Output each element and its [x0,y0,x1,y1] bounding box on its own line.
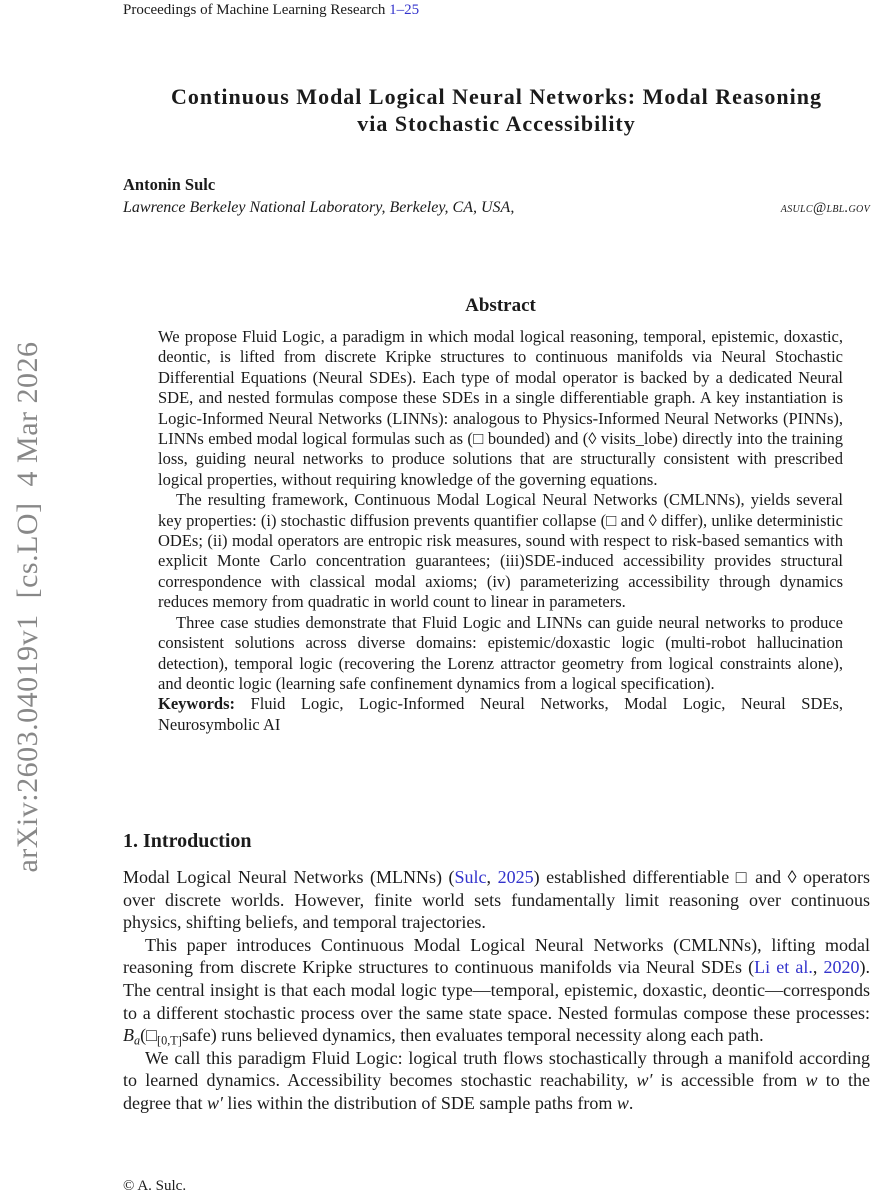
text-run: ) established differentiable □ and ◊ operators over discrete worlds. However, finite world sets fundamentally limit reasoning over continuous physics, shifting beliefs, and temporal trajectories. [123,867,871,933]
math-box-operator: (□ [140,1025,157,1046]
math-symbol-w-prime: w′ [636,1070,653,1091]
section-heading-introduction: 1. Introduction [123,830,252,852]
math-symbol-w-prime: w′ [206,1092,223,1113]
introduction-body [123,866,870,1115]
keywords-text: Fluid Logic, Logic-Informed Neural Networks, Modal Logic, Neural SDEs, Neurosymbolic AI [158,694,843,734]
abstract-paragraph-2: The resulting framework, Continuous Modal Logical Neural Networks (CMLNNs), yields several key properties: (i) stochastic diffusion prevents quantifier collapse (□ and ◊ differ), unlike deterministic ODEs; (ii) modal operators are entropic risk measures, sound with respect to risk-based semantics with explicit Monte Carlo concentration guarantees; (iii)SDE-induced accessibility provides structural correspondence with classical modal axioms; (iv) parameterizing accessibility through dynamics reduces memory from quadratic in world count to linear in parameters. [158,490,843,612]
text-run: safe) runs believed dynamics, then evaluates temporal necessity along each path. [181,1025,764,1046]
intro-paragraph-3 [123,1047,870,1115]
paper-title-line1: Continuous Modal Logical Neural Networks: Modal Reasoning [170,84,823,109]
author-row [123,199,870,217]
author-affiliation: Lawrence Berkeley National Laboratory, Berkeley, CA, USA, [123,199,515,216]
text-run: ). The central insight is that each modal logic type—temporal, epistemic, doxastic, deontic—corresponds to a different stochastic process over the same state space. Nested formulas compose these processes: [123,957,870,1023]
paper-title-line2: via Stochastic Accessibility [357,111,636,136]
intro-paragraph-1 [123,866,870,934]
math-symbol-w: w [616,1092,629,1113]
citation-link-li-et-al[interactable]: Li et al. [754,957,813,978]
abstract-paragraph-1: We propose Fluid Logic, a paradigm in which modal logical reasoning, temporal, epistemic, doxastic, deontic, is lifted from discrete Kripke structures to continuous manifolds via Neural Stochastic Differential Equations (Neural SDEs). Each type of modal operator is backed by a dedicated Neural SDE, and nested formulas compose these SDEs in a single differentiable graph. A key instantiation is Logic-Informed Neural Networks (LINNs): analogous to Physics-Informed Neural Networks (PINNs), LINNs embed modal logical formulas such as (□ bounded) and (◊ visits_lobe) directly into the training loss, guiding neural networks to produce solutions that are structurally consistent with prescribed logical properties, without requiring knowledge of the governing equations. [158,327,843,489]
text-run: Modal Logical Neural Networks (MLNNs) ( [123,867,455,887]
author-name: Antonin Sulc [123,175,216,194]
running-header [123,2,419,19]
author-email: asulc@lbl.gov [780,200,870,216]
abstract-heading: Abstract [465,295,536,316]
pages-link[interactable]: 1–25 [389,2,420,18]
keywords-label: Keywords: [158,694,235,714]
abstract-paragraph-3: Three case studies demonstrate that Fluid Logic and LINNs can guide neural networks to produce consistent solutions across diverse domains: epistemic/doxastic logic (multi-robot hallucination detection), temporal logic (recovering the Lorenz attractor geometry from logical constraints alone), and deontic logic (learning safe confinement dynamics from a logical specification). [158,612,843,693]
text-run: to the degree that [123,1070,870,1113]
text-run: , [486,867,498,887]
paper-title [123,83,870,137]
copyright-notice: © A. Sulc. [123,1178,187,1194]
citation-link-sulc-year[interactable]: 2025 [497,867,534,887]
math-subscript-interval: [0,T] [157,1033,182,1048]
abstract-body [158,327,843,735]
text-run: We call this paradigm Fluid Logic: logical truth flows stochastically through a manifold according to learned dynamics. Accessibility becomes stochastic reachability, [123,1047,870,1091]
arxiv-watermark: arXiv:2603.04019v1 [cs.LO] 4 Mar 2026 [11,341,44,873]
citation-link-li-year[interactable]: 2020 [823,957,860,978]
text-run: , [812,957,824,978]
keywords-line [158,694,843,735]
math-subscript-a: a [134,1033,141,1048]
text-run: . [628,1092,634,1113]
citation-link-sulc[interactable]: Sulc [454,867,487,887]
intro-paragraph-2 [123,934,870,1047]
text-run: lies within the distribution of SDE sample paths from [222,1092,617,1113]
text-run: This paper introduces Continuous Modal Logical Neural Networks (CMLNNs), lifting modal reasoning from discrete Kripke structures to continuous manifolds via Neural SDEs ( [123,934,870,978]
math-symbol-B: B [123,1025,134,1046]
journal-name: Proceedings of Machine Learning Research [123,2,390,18]
text-run: is accessible from [652,1070,806,1091]
math-symbol-w: w [805,1070,818,1091]
